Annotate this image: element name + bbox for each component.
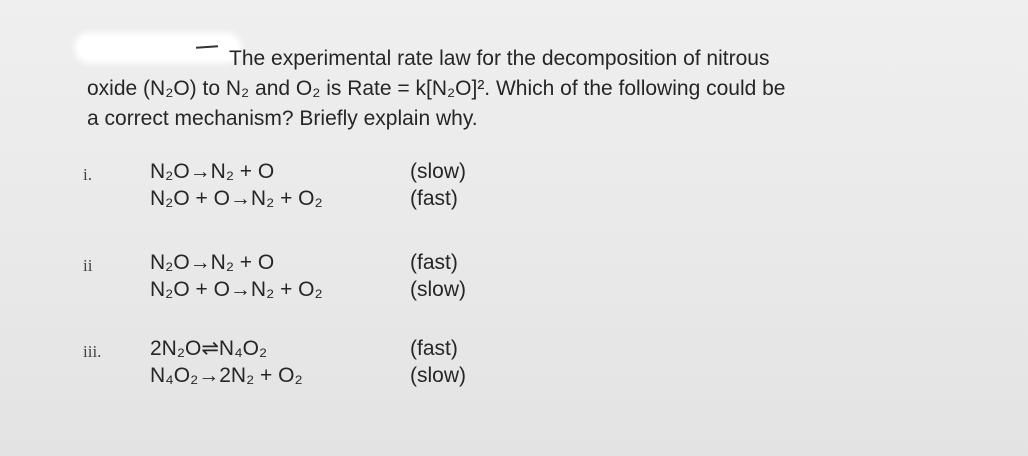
step-rate-label: (fast) <box>410 337 458 360</box>
step-rate-label: (fast) <box>410 187 458 210</box>
step-rate-label: (fast) <box>410 251 458 274</box>
question-text <box>87 44 987 134</box>
question-line-2: oxide (N₂O) to N₂ and O₂ is Rate = k[N₂O]². Which of the following could be <box>87 77 786 100</box>
mechanism-equation: 2N₂O⇌N₄O₂ <box>150 337 268 360</box>
mechanism-numeral: iii. <box>83 342 102 361</box>
mechanism-numeral: i. <box>83 165 92 184</box>
step-rate-label: (slow) <box>410 278 466 301</box>
mechanism-equation: N₂O→N₂ + O <box>150 160 275 183</box>
mechanism-equation: N₂O + O→N₂ + O₂ <box>150 187 323 210</box>
mechanism-equation: N₂O→N₂ + O <box>150 251 275 274</box>
step-rate-label: (slow) <box>410 160 466 183</box>
step-rate-label: (slow) <box>410 364 466 387</box>
mechanism-numeral: ii <box>83 256 93 275</box>
mechanism-equation: N₂O + O→N₂ + O₂ <box>150 278 323 301</box>
mechanism-equation: N₄O₂→2N₂ + O₂ <box>150 364 303 387</box>
question-line-3: a correct mechanism? Briefly explain why. <box>87 107 478 130</box>
question-line-1: The experimental rate law for the decomposition of nitrous <box>229 47 770 70</box>
